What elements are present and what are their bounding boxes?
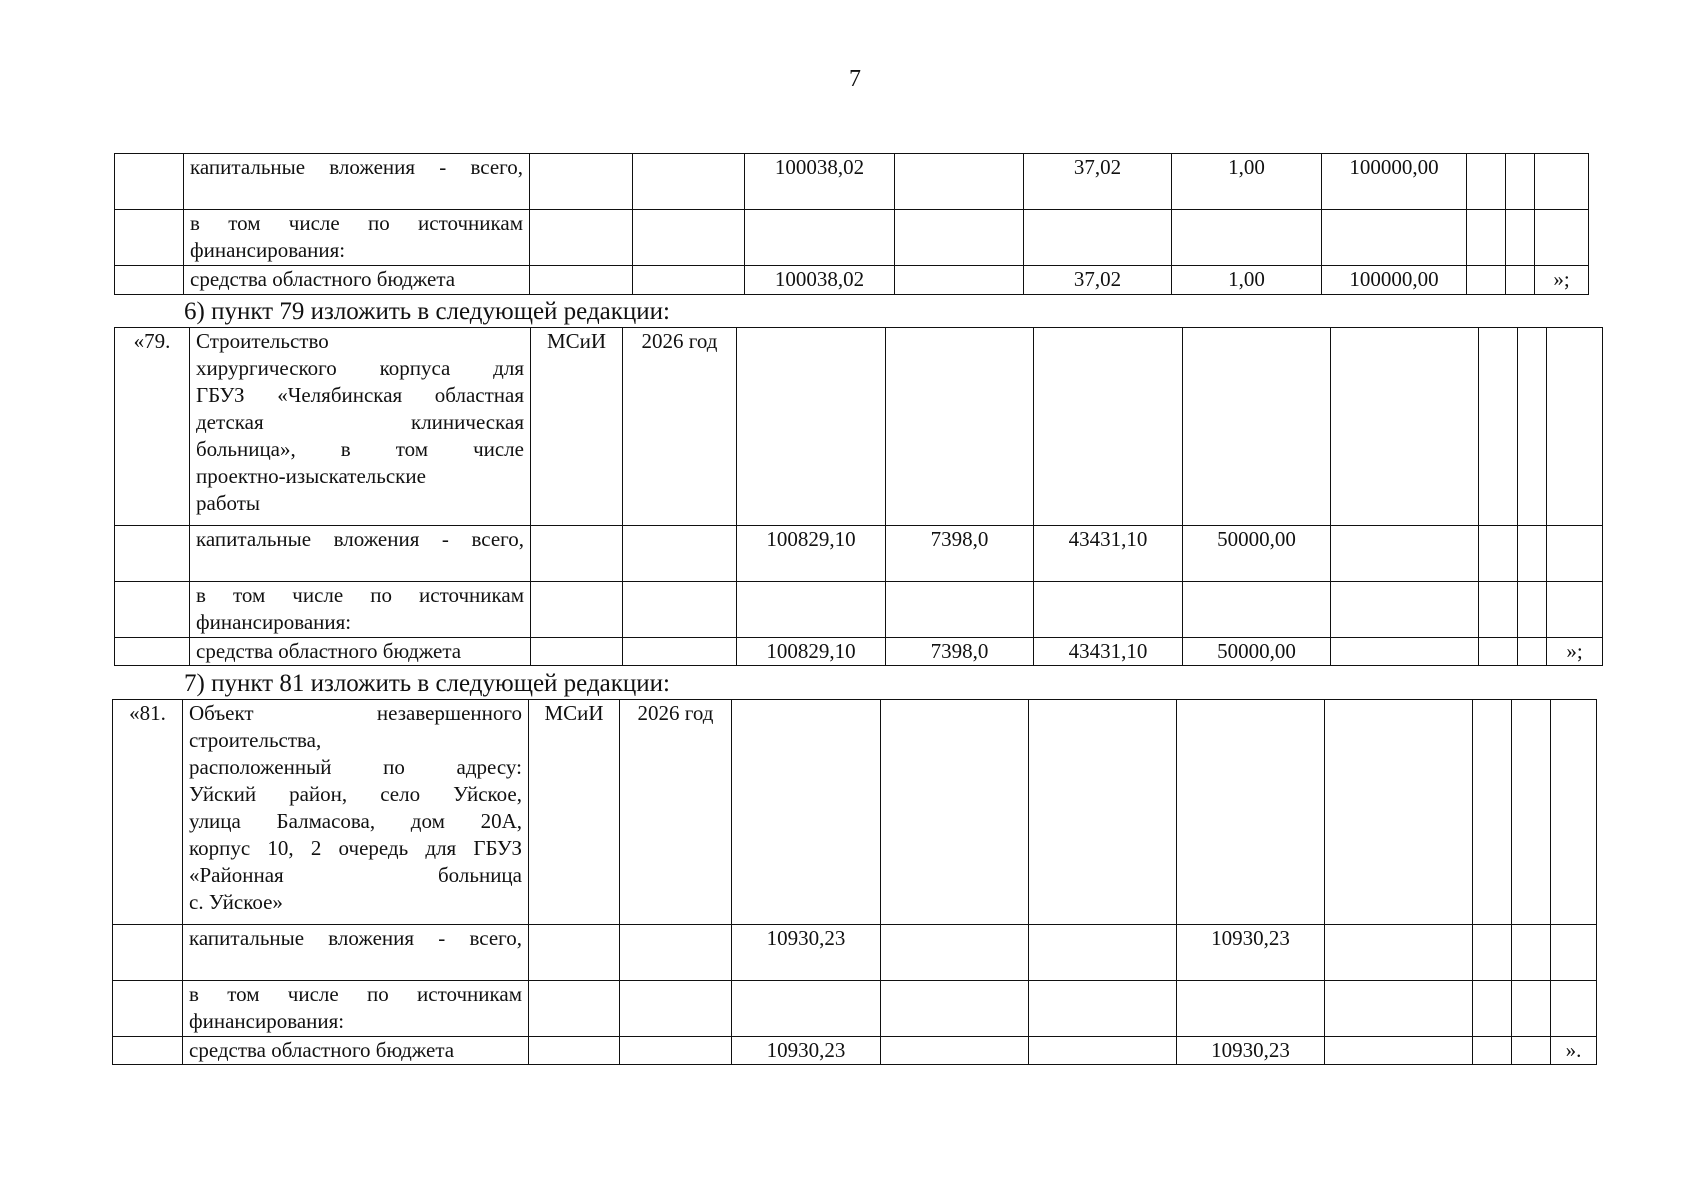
value-cell [1029,925,1177,981]
row-description-text: капитальные вложения - всего, [196,527,524,551]
title-line: работы [196,491,261,515]
title-line: строительства, [189,728,322,752]
row-description: средства областного бюджета [184,266,530,295]
closing-mark [1551,981,1597,1037]
value-cell [881,981,1029,1037]
value-cell [1331,638,1479,666]
table-row [115,266,1589,295]
title-line: проектно-изыскательские [196,464,426,488]
value-cell [895,210,1024,266]
value-cell [1183,582,1331,638]
value-cell [1034,582,1183,638]
item-title [183,700,529,925]
title-line: Объект незавершенного [189,701,522,725]
value-cell [1325,925,1473,981]
item-number: «81. [113,700,183,925]
title-line: ГБУЗ «Челябинская областная [196,383,524,407]
title-line: Уйский район, село Уйское, [189,782,522,806]
value-cell: 10930,23 [732,1037,881,1065]
table-block-79 [114,327,1603,666]
value-cell [737,582,886,638]
title-line: больница», в том числе [196,437,524,461]
value-cell: 100829,10 [737,638,886,666]
value-cell: 100829,10 [737,526,886,582]
title-line: корпус 10, 2 очередь для ГБУЗ [189,836,522,860]
value-cell: 50000,00 [1183,638,1331,666]
title-line: детская клиническая [196,410,524,434]
section-heading-item-81: 7) пункт 81 изложить в следующей редакции: [184,670,670,697]
row-description [183,925,529,981]
executor-cell: МСиИ [529,700,620,925]
row-description: в том числе по источникам финансирования: [184,210,530,266]
table-row [113,1037,1597,1065]
value-cell: 10930,23 [1177,925,1325,981]
value-cell: 7398,0 [886,638,1034,666]
section-heading-item-79: 6) пункт 79 изложить в следующей редакции: [184,298,670,325]
title-line: хирургического корпуса для [196,356,524,380]
executor-cell: МСиИ [531,328,623,526]
value-cell: 10930,23 [732,925,881,981]
value-cell [1331,582,1479,638]
value-cell [1029,981,1177,1037]
value-cell: 100038,02 [745,266,895,295]
row-description: средства областного бюджета [190,638,531,666]
value-cell: 10930,23 [1177,1037,1325,1065]
table-block-1 [114,153,1589,295]
value-cell [1322,210,1467,266]
closing-mark: ». [1551,1037,1597,1065]
title-line: «Районная больница [189,863,522,887]
value-cell: 7398,0 [886,526,1034,582]
table-row [115,526,1603,582]
page-number: 7 [849,66,861,92]
value-cell [732,981,881,1037]
row-description [190,526,531,582]
item-title [190,328,531,526]
value-cell [895,266,1024,295]
year-cell: 2026 год [623,328,737,526]
value-cell: 37,02 [1024,154,1172,210]
value-cell: 37,02 [1024,266,1172,295]
value-cell: 100038,02 [745,154,895,210]
value-cell [1331,526,1479,582]
value-cell [1177,981,1325,1037]
closing-mark [1535,154,1589,210]
value-cell: 43431,10 [1034,638,1183,666]
value-cell [745,210,895,266]
year-cell: 2026 год [620,700,732,925]
value-cell [881,1037,1029,1065]
value-cell [886,582,1034,638]
value-cell [1029,1037,1177,1065]
row-description: в том числе по источникам финансирования: [183,981,529,1037]
row-description-text: капитальные вложения - всего, [189,926,522,950]
value-cell [1024,210,1172,266]
value-cell: 50000,00 [1183,526,1331,582]
value-cell [1325,1037,1473,1065]
value-cell: 100000,00 [1322,154,1467,210]
row-description: средства областного бюджета [183,1037,529,1065]
row-description-text: капитальные вложения - всего, [190,155,523,179]
table-row [115,328,1603,526]
table-row [115,638,1603,666]
value-cell: 1,00 [1172,266,1322,295]
closing-mark [1535,210,1589,266]
item-number: «79. [115,328,190,526]
title-line: расположенный по адресу: [189,755,522,779]
table-row [113,700,1597,925]
row-description [184,154,530,210]
title-line: улица Балмасова, дом 20А, [189,809,522,833]
value-cell: 1,00 [1172,154,1322,210]
table-row [113,925,1597,981]
closing-mark [1551,925,1597,981]
title-line: с. Уйское» [189,890,283,914]
table-block-81 [112,699,1597,1065]
closing-mark: »; [1535,266,1589,295]
value-cell: 100000,00 [1322,266,1467,295]
value-cell [881,925,1029,981]
value-cell: 43431,10 [1034,526,1183,582]
table-row [115,582,1603,638]
table-row [115,154,1589,210]
table-row [115,210,1589,266]
value-cell [1172,210,1322,266]
value-cell [1325,981,1473,1037]
row-description: в том числе по источникам финансирования: [190,582,531,638]
table-row [113,981,1597,1037]
closing-mark [1547,582,1603,638]
title-line: Строительство [196,329,329,353]
closing-mark [1547,526,1603,582]
value-cell [895,154,1024,210]
closing-mark: »; [1547,638,1603,666]
